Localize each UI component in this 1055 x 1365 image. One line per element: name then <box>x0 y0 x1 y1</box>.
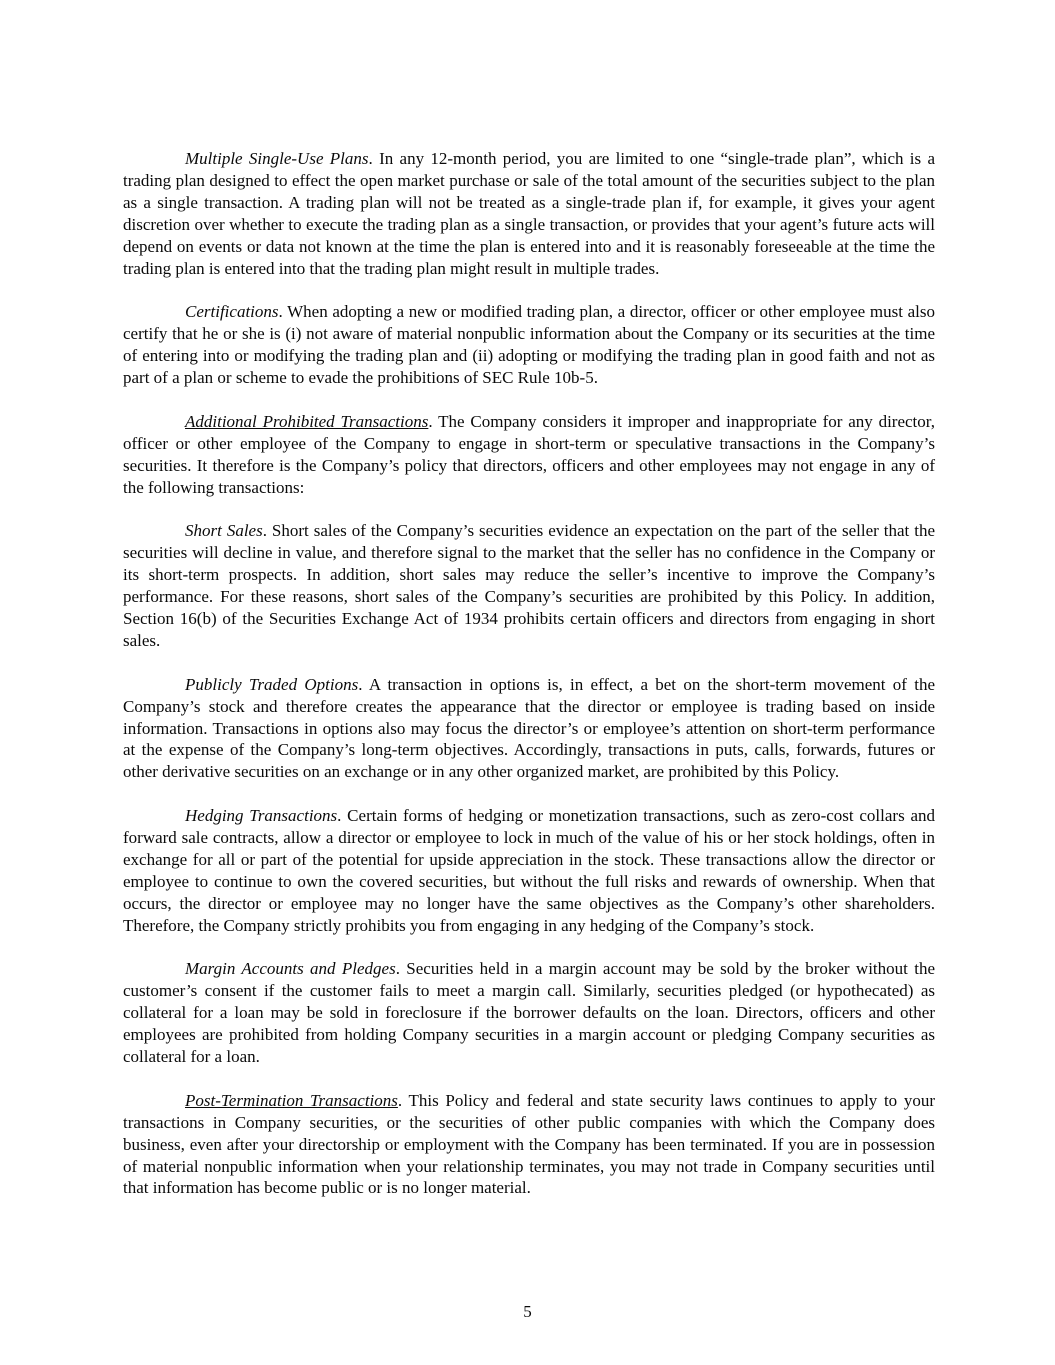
paragraph-text: . Certain forms of hedging or monetization transactions, such as zero-cost collars and forward sale contracts, allow a director or employee to lock in much of the value of his or her stock holdings, often in exchange for all or part of the potential for upside appreciation in the stock. These transactions allow the director or employee to continue to own the covered securities, but without the full risks and rewards of ownership. When that occurs, the director or employee may no longer have the same objectives as the Company’s other shareholders. Therefore, the Company strictly prohibits you from engaging in any hedging of the Company’s stock. <box>123 806 936 935</box>
paragraph-lead: Post-Termination Transactions <box>185 1090 398 1110</box>
paragraph-lead: Hedging Transactions <box>185 806 338 826</box>
paragraph-hedging-transactions <box>123 805 935 936</box>
paragraph-text: . In any 12-month period, you are limited to one “single-trade plan”, which is a trading plan designed to effect the open market purchase or sale of the total amount of the securities subject to the plan as a single transaction. A trading plan will not be treated as a single-trade plan if, for example, it gives your agent discretion over whether to execute the trading plan as a single transaction, or provides that your agent’s future acts will depend on events or data not known at the time the plan is entered into and it is reasonably foreseeable at the time the trading plan is entered into that the trading plan might result in multiple trades. <box>123 149 935 278</box>
paragraph-margin-accounts-and-pledges <box>123 958 935 1068</box>
paragraph-text: . Securities held in a margin account may be sold by the broker without the customer’s consent if the customer fails to meet a margin call. Similarly, securities pledged (or hypothecated) as collateral for a loan may be sold in foreclosure if the borrower defaults on the loan. Directors, officers and other employees are prohibited from holding Company securities in a margin account or pledging Company securities as collateral for a loan. <box>123 959 935 1067</box>
paragraph-lead: Multiple Single-Use Plans <box>185 149 369 168</box>
paragraph-certifications <box>123 301 935 389</box>
paragraph-publicly-traded-options <box>123 674 935 784</box>
paragraph-text: . A transaction in options is, in effect, a bet on the short-term movement of the Company’s stock and therefore creates the appearance that the director or employee is trading based on inside information. Transactions in options also may focus the director’s or employee’s attention on short-term performance at the expense of the Company’s long-term objectives. Accordingly, transactions in puts, calls, forwards, futures or other derivative securities on an exchange or in any other organized market, are prohibited by this Policy. <box>123 674 935 782</box>
paragraph-post-termination-transactions <box>123 1090 935 1200</box>
paragraph-lead: Additional Prohibited Transactions <box>185 411 429 431</box>
paragraph-multiple-single-use-plans <box>123 148 935 279</box>
paragraph-text: . Short sales of the Company’s securities evidence an expectation on the part of the seller that the securities will decline in value, and therefore signal to the market that the seller has no confidence in the Company or its short-term prospects. In addition, short sales may reduce the seller’s incentive to improve the Company’s performance. For these reasons, short sales of the Company’s securities are prohibited by this Policy. In addition, Section 16(b) of the Securities Exchange Act of 1934 prohibits certain officers and directors from engaging in short sales. <box>123 521 935 650</box>
paragraph-short-sales <box>123 520 935 651</box>
paragraph-text: . The Company considers it improper and inappropriate for any director, officer or other employee of the Company to engage in short-term or speculative transactions in the Company’s securities. It therefore is the Company’s policy that directors, officers and other employees may not engage in any of the following transactions: <box>123 411 936 497</box>
page-number: 5 <box>523 1302 532 1321</box>
paragraph-lead: Margin Accounts and Pledges <box>185 959 396 979</box>
document-body <box>123 148 935 1199</box>
paragraph-lead: Short Sales <box>185 521 263 541</box>
paragraph-lead: Certifications <box>185 302 279 322</box>
paragraph-text: . This Policy and federal and state security laws continues to apply to your transactions in Company securities, or the securities of other public companies with which the Company does business, even after your directorship or employment with the Company has been terminated. If you are in possession of material nonpublic information when your relationship terminates, you may not trade in Company securities until that information has become public or is no longer material. <box>123 1090 935 1198</box>
paragraph-text: . When adopting a new or modified trading plan, a director, officer or other employee must also certify that he or she is (i) not aware of material nonpublic information about the Company or its securities at the time of entering into or modifying the trading plan and (ii) adopting or modifying the trading plan in good faith and not as part of a plan or scheme to evade the prohibitions of SEC Rule 10b-5. <box>123 302 935 388</box>
paragraph-additional-prohibited-transactions <box>123 411 935 499</box>
paragraph-lead: Publicly Traded Options <box>185 674 359 694</box>
